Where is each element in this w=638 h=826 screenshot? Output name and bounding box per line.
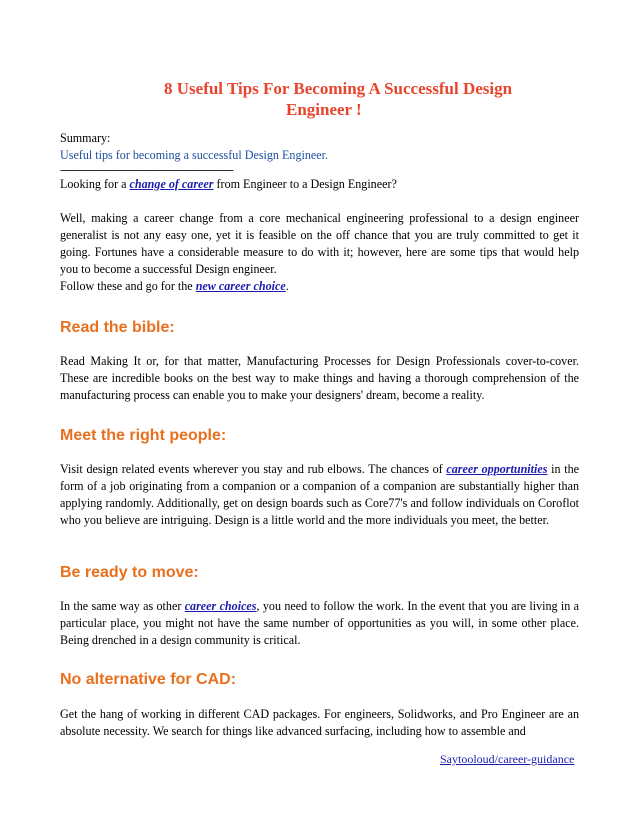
summary-divider: ------------------------------------------------------------------------- xyxy=(60,164,233,176)
people-text-tail: in the form of a job originating from a companion or a companion of a companion are substantially higher than applying randomly. Additionally, get on design boards such as Core77's and follow individuals on Coroflot who you believe are intriguing. Design is a little world and the more individuals you meet, the better. xyxy=(60,462,580,527)
people-text: Visit design related events wherever you stay and rub elbows. The chances of xyxy=(60,462,447,476)
footer-link[interactable]: Saytooloud/career-guidance xyxy=(440,752,575,766)
summary-block xyxy=(60,130,579,177)
move-text-tail: , you need to follow the work. In the event that you are living in a particular place, you might not have the same number of opportunities as you will, in some other place. Being drenched in a design community is critical. xyxy=(60,599,579,647)
cad-paragraph: Get the hang of working in different CAD packages. For engineers, Solidworks, and Pro Engineer are an absolute necessity. We search for things like advanced surfacing, including how to assemble and xyxy=(60,707,579,738)
move-paragraph xyxy=(60,598,579,649)
intro-question xyxy=(60,176,579,193)
intro-question-tail: from Engineer to a Design Engineer? xyxy=(213,177,397,191)
change-of-career-link[interactable]: change of career xyxy=(129,177,214,191)
heading-be-ready-to-move: Be ready to move: xyxy=(60,564,199,581)
summary-text: Useful tips for becoming a successful Design Engineer. xyxy=(60,148,329,162)
new-career-choice-link[interactable]: new career choice xyxy=(195,279,286,293)
intro-paragraph: Well, making a career change from a core mechanical engineering professional to a design engineer generalist is not any easy one, yet it is feasible on the off chance that you are truly committed to get it going. Fortunes have a considerable measure to do with it; however, here are some tips that would help you to become a successful Design engineer. xyxy=(60,211,579,276)
heading-read-the-bible: Read the bible: xyxy=(60,319,175,336)
move-text: In the same way as other xyxy=(60,599,185,613)
people-paragraph xyxy=(60,461,579,529)
heading-meet-the-right-people: Meet the right people: xyxy=(60,427,227,444)
career-opportunities-link[interactable]: career opportunities xyxy=(446,462,548,476)
title-line-2: Engineer ! xyxy=(286,100,362,119)
follow-paragraph xyxy=(60,278,579,295)
heading-no-alternative-for-cad: No alternative for CAD: xyxy=(60,671,237,688)
title-line-1: 8 Useful Tips For Becoming A Successful Design xyxy=(164,79,513,98)
intro-question-text: Looking for a xyxy=(60,177,130,191)
bible-paragraph: Read Making It or, for that matter, Manufacturing Processes for Design Professionals cover-to-cover. These are incredible books on the best way to make things and having a thorough comprehension of the manufacturing process can enable you to make your designers' dream, become a reality. xyxy=(60,354,579,402)
career-choices-link[interactable]: career choices xyxy=(184,599,257,613)
follow-text: Follow these and go for the xyxy=(60,279,196,293)
summary-label: Summary: xyxy=(60,131,111,145)
follow-tail: . xyxy=(285,279,289,293)
